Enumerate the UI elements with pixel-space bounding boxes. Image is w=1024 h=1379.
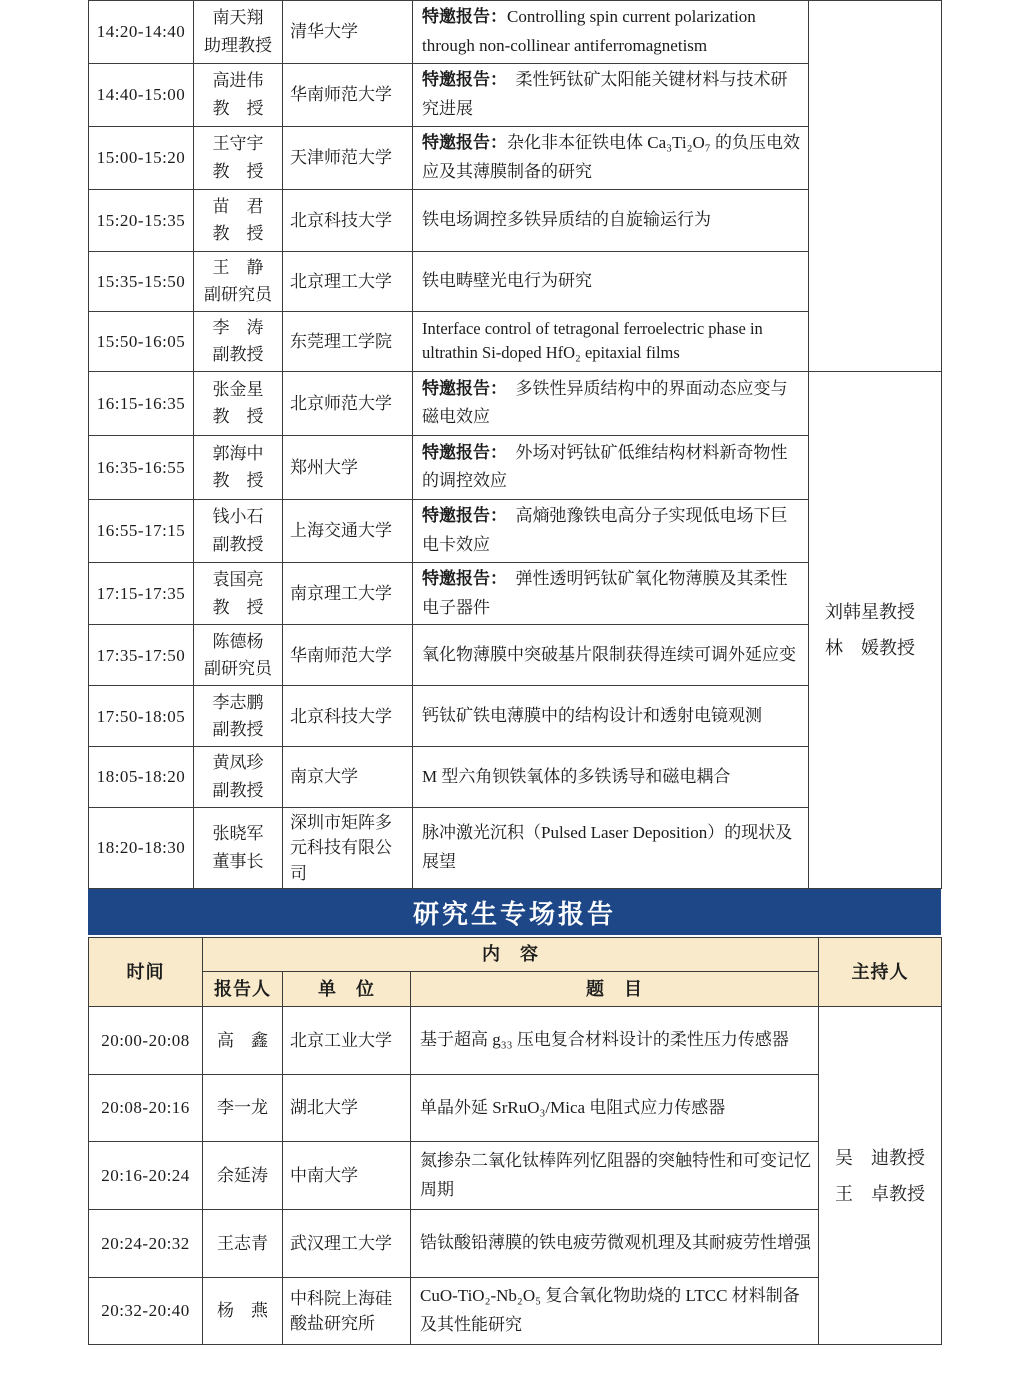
unit-cell: 郑州大学 xyxy=(283,435,413,499)
talk-cell xyxy=(413,63,809,126)
table-row xyxy=(89,1007,942,1075)
speaker-cell xyxy=(194,251,283,311)
talk-title: 杂化非本征铁电体 Ca₃Ti₂O₇ 的负压电效应及其薄膜制备的研究 xyxy=(422,132,800,181)
talk-title: 多铁性异质结构中的界面动态应变与磁电效应 xyxy=(422,378,788,427)
unit-cell: 湖北大学 xyxy=(283,1075,411,1142)
talk-title: 高熵弛豫铁电高分子实现低电场下巨电卡效应 xyxy=(422,505,788,554)
unit-cell: 华南师范大学 xyxy=(283,63,413,126)
talk-cell xyxy=(413,686,809,747)
speaker-name: 张金星 xyxy=(212,379,264,399)
speaker-role: 副研究员 xyxy=(204,659,272,679)
speaker-name: 王守宇 xyxy=(212,134,264,154)
speaker-name: 王 静 xyxy=(212,257,264,277)
time-cell: 16:15-16:35 xyxy=(89,371,194,435)
speaker-cell xyxy=(194,686,283,747)
time-cell: 17:50-18:05 xyxy=(89,686,194,747)
talk-title: 外场对钙钛矿低维结构材料新奇物性的调控效应 xyxy=(422,442,788,491)
speaker-cell xyxy=(194,625,283,686)
talk-cell xyxy=(411,1075,819,1142)
talk-title: 铁电畴壁光电行为研究 xyxy=(422,270,592,290)
unit-cell: 深圳市矩阵多元科技有限公司 xyxy=(283,807,413,889)
talk-title: Interface control of tetragonal ferroelectric phase in ultrathin Si-doped HfO₂ epitaxial films xyxy=(422,319,763,363)
speaker-name: 李 涛 xyxy=(212,317,264,337)
talk-cell xyxy=(413,747,809,807)
speaker-cell xyxy=(194,63,283,126)
speaker-cell: 李一龙 xyxy=(203,1075,283,1142)
speaker-role: 副研究员 xyxy=(204,285,272,305)
unit-cell: 东莞理工学院 xyxy=(283,311,413,371)
speaker-name: 钱小石 xyxy=(212,507,264,527)
table-row xyxy=(89,1210,942,1278)
time-cell: 17:15-17:35 xyxy=(89,562,194,625)
invited-talk-label: 特邀报告： xyxy=(422,132,507,152)
header-time: 时间 xyxy=(89,938,203,1007)
speaker-role: 教 授 xyxy=(212,224,264,244)
section-banner-title: 研究生专场报告 xyxy=(412,898,616,929)
talk-title: 铁电场调控多铁异质结的自旋输运行为 xyxy=(422,209,711,229)
speaker-name: 袁国亮 xyxy=(212,570,264,590)
speaker-name: 苗 君 xyxy=(212,196,264,216)
invited-talk-label: 特邀报告： xyxy=(422,505,499,525)
talk-title: 柔性钙钛矿太阳能关键材料与技术研究进展 xyxy=(422,69,788,118)
unit-cell: 北京理工大学 xyxy=(283,251,413,311)
table-header-row xyxy=(89,938,942,972)
talk-title: 单晶外延 SrRuO₃/Mica 电阻式应力传感器 xyxy=(420,1097,726,1117)
talk-title: M 型六角钡铁氧体的多铁诱导和磁电耦合 xyxy=(422,766,731,786)
chair-cell-block2 xyxy=(809,371,942,888)
talk-cell xyxy=(413,311,809,371)
speaker-cell: 余延涛 xyxy=(203,1142,283,1210)
section-banner xyxy=(88,889,941,935)
talk-cell xyxy=(413,625,809,686)
unit-cell: 天津师范大学 xyxy=(283,126,413,189)
talk-title: CuO-TiO₂-Nb₂O₅ 复合氧化物助烧的 LTCC 材料制备及其性能研究 xyxy=(420,1286,800,1335)
talk-cell xyxy=(413,371,809,435)
talk-cell xyxy=(413,499,809,562)
invited-talk-label: 特邀报告： xyxy=(422,568,499,588)
session-schedule-table xyxy=(88,0,942,889)
talk-cell xyxy=(413,189,809,251)
talk-title: 脉冲激光沉积（Pulsed Laser Deposition）的现状及展望 xyxy=(422,822,793,871)
table-header-row xyxy=(89,972,942,1007)
talk-cell xyxy=(411,1142,819,1210)
speaker-role: 助理教授 xyxy=(204,35,272,55)
speaker-name: 黄凤珍 xyxy=(212,753,264,773)
speaker-name: 高进伟 xyxy=(212,71,264,91)
talk-title: 氮掺杂二氧化钛棒阵列忆阻器的突触特性和可变记忆周期 xyxy=(420,1150,811,1199)
speaker-cell xyxy=(194,435,283,499)
header-unit: 单 位 xyxy=(283,972,411,1007)
speaker-role: 教 授 xyxy=(212,161,264,181)
invited-talk-label: 特邀报告： xyxy=(422,69,499,89)
table-row xyxy=(89,1278,942,1345)
speaker-cell: 杨 燕 xyxy=(203,1278,283,1345)
table-row xyxy=(89,1142,942,1210)
unit-cell: 北京科技大学 xyxy=(283,189,413,251)
speaker-cell xyxy=(194,126,283,189)
talk-title: 弹性透明钙钛矿氧化物薄膜及其柔性电子器件 xyxy=(422,568,788,617)
speaker-name: 陈德杨 xyxy=(212,631,264,651)
talk-cell xyxy=(413,126,809,189)
time-cell: 20:08-20:16 xyxy=(89,1075,203,1142)
unit-cell: 武汉理工大学 xyxy=(283,1210,411,1278)
header-content: 内 容 xyxy=(203,938,819,972)
unit-cell: 中科院上海硅酸盐研究所 xyxy=(283,1278,411,1345)
time-cell: 20:00-20:08 xyxy=(89,1007,203,1075)
speaker-cell: 高 鑫 xyxy=(203,1007,283,1075)
speaker-role: 董事长 xyxy=(212,851,264,871)
time-cell: 20:16-20:24 xyxy=(89,1142,203,1210)
header-chair: 主持人 xyxy=(819,938,942,1007)
time-cell: 16:35-16:55 xyxy=(89,435,194,499)
header-speaker: 报告人 xyxy=(203,972,283,1007)
unit-cell: 北京科技大学 xyxy=(283,686,413,747)
unit-cell: 北京工业大学 xyxy=(283,1007,411,1075)
speaker-cell xyxy=(194,189,283,251)
talk-cell xyxy=(413,251,809,311)
talk-title: 锆钛酸铅薄膜的铁电疲劳微观机理及其耐疲劳性增强 xyxy=(420,1233,811,1253)
time-cell: 14:40-15:00 xyxy=(89,63,194,126)
table-row xyxy=(89,1,942,64)
speaker-role: 教 授 xyxy=(212,407,264,427)
speaker-name: 李志鹏 xyxy=(212,692,264,712)
speaker-role: 副教授 xyxy=(212,720,264,740)
talk-cell xyxy=(411,1210,819,1278)
talk-cell xyxy=(411,1278,819,1345)
talk-cell xyxy=(411,1007,819,1075)
talk-title: 钙钛矿铁电薄膜中的结构设计和透射电镜观测 xyxy=(422,706,762,726)
unit-cell: 北京师范大学 xyxy=(283,371,413,435)
table-row xyxy=(89,371,942,435)
chair-name: 吴 迪教授 xyxy=(835,1147,926,1168)
speaker-name: 张晓军 xyxy=(212,824,264,844)
time-cell: 15:35-15:50 xyxy=(89,251,194,311)
speaker-cell xyxy=(194,371,283,435)
talk-title: 氧化物薄膜中突破基片限制获得连续可调外延应变 xyxy=(422,645,796,665)
unit-cell: 南京大学 xyxy=(283,747,413,807)
speaker-cell xyxy=(194,562,283,625)
unit-cell: 南京理工大学 xyxy=(283,562,413,625)
speaker-role: 副教授 xyxy=(212,345,264,365)
chair-name: 刘韩星教授 xyxy=(825,601,915,622)
speaker-role: 教 授 xyxy=(212,471,264,491)
speaker-cell xyxy=(194,311,283,371)
time-cell: 16:55-17:15 xyxy=(89,499,194,562)
time-cell: 15:20-15:35 xyxy=(89,189,194,251)
chair-cell-graduate xyxy=(819,1007,942,1345)
unit-cell: 华南师范大学 xyxy=(283,625,413,686)
talk-cell xyxy=(413,562,809,625)
talk-cell xyxy=(413,1,809,64)
speaker-cell xyxy=(194,807,283,889)
time-cell: 14:20-14:40 xyxy=(89,1,194,64)
chair-name: 王 卓教授 xyxy=(835,1183,926,1204)
time-cell: 20:24-20:32 xyxy=(89,1210,203,1278)
unit-cell: 清华大学 xyxy=(283,1,413,64)
talk-cell xyxy=(413,435,809,499)
time-cell: 18:20-18:30 xyxy=(89,807,194,889)
table-row xyxy=(89,1075,942,1142)
speaker-role: 教 授 xyxy=(212,98,264,118)
speaker-role: 副教授 xyxy=(212,534,264,554)
invited-talk-label: 特邀报告： xyxy=(422,442,499,462)
time-cell: 15:50-16:05 xyxy=(89,311,194,371)
header-topic: 题 目 xyxy=(411,972,819,1007)
speaker-cell: 王志青 xyxy=(203,1210,283,1278)
speaker-role: 副教授 xyxy=(212,781,264,800)
talk-title: Controlling spin current polarization through non-collinear antiferromagnetism xyxy=(422,7,756,55)
graduate-schedule-table xyxy=(88,937,942,1345)
talk-cell xyxy=(413,807,809,889)
time-cell: 20:32-20:40 xyxy=(89,1278,203,1345)
speaker-name: 郭海中 xyxy=(212,443,264,463)
speaker-name: 南天翔 xyxy=(212,8,264,28)
unit-cell: 中南大学 xyxy=(283,1142,411,1210)
speaker-cell xyxy=(194,499,283,562)
time-cell: 17:35-17:50 xyxy=(89,625,194,686)
time-cell: 15:00-15:20 xyxy=(89,126,194,189)
chair-cell-block1 xyxy=(809,1,942,372)
speaker-cell xyxy=(194,747,283,807)
talk-title: 基于超高 g₃₃ 压电复合材料设计的柔性压力传感器 xyxy=(420,1030,789,1050)
chair-name: 林 媛教授 xyxy=(825,637,915,658)
time-cell: 18:05-18:20 xyxy=(89,747,194,807)
unit-cell: 上海交通大学 xyxy=(283,499,413,562)
invited-talk-label: 特邀报告： xyxy=(422,378,499,398)
invited-talk-label: 特邀报告： xyxy=(422,7,507,26)
speaker-role: 教 授 xyxy=(212,597,264,617)
speaker-cell xyxy=(194,1,283,64)
